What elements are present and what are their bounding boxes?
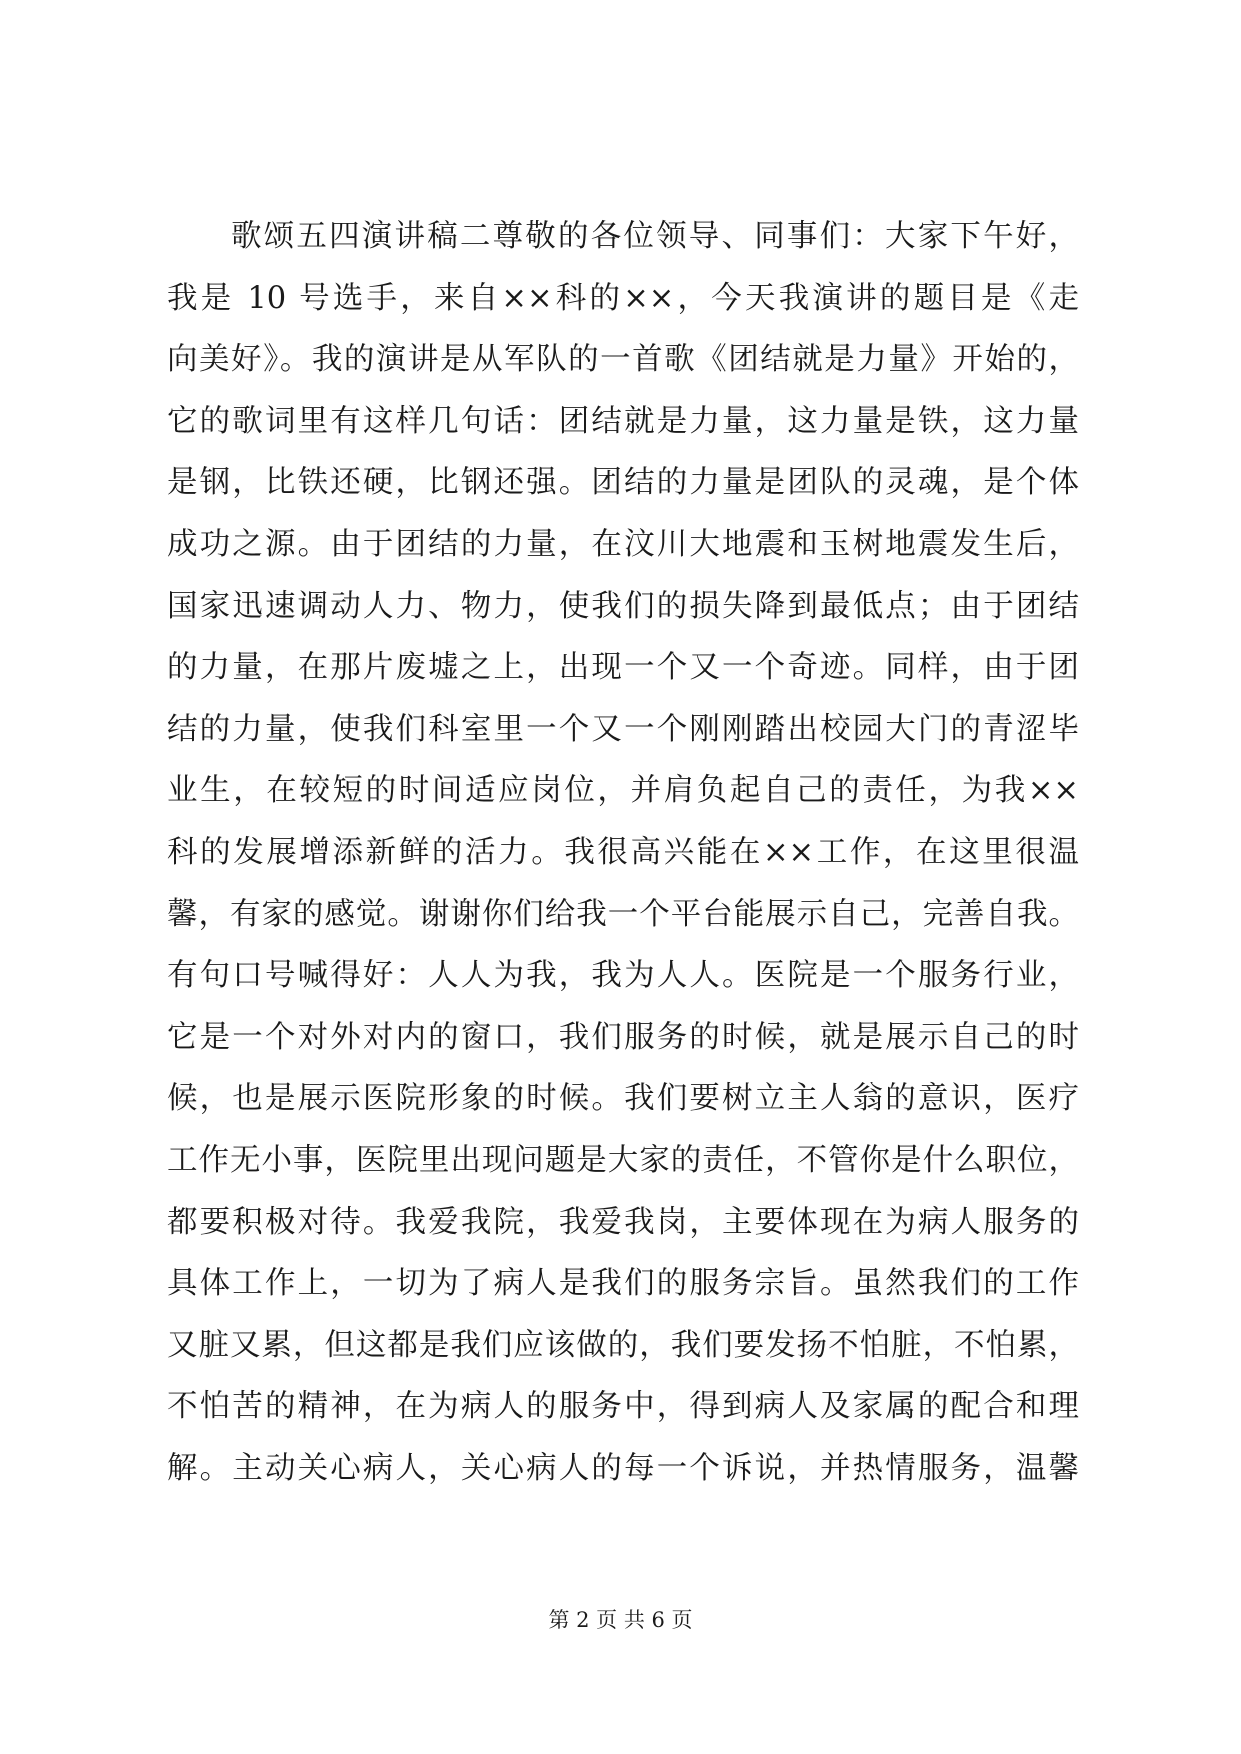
- text-line: 不怕苦的精神，在为病人的服务中，得到病人及家属的配合和理: [167, 1389, 1079, 1425]
- text-line: 成功之源。由于团结的力量，在汶川大地震和玉树地震发生后，: [167, 526, 1079, 562]
- text-line: 它是一个对外对内的窗口，我们服务的时候，就是展示自己的时: [167, 1019, 1079, 1055]
- text-line: 又脏又累，但这都是我们应该做的，我们要发扬不怕脏，不怕累，: [167, 1327, 1079, 1363]
- text-line: 业生，在较短的时间适应岗位，并肩负起自己的责任，为我××: [167, 773, 1079, 809]
- text-line: 我是 10 号选手，来自××科的××，今天我演讲的题目是《走: [167, 280, 1079, 316]
- text-line: 解。主动关心病人，关心病人的每一个诉说，并热情服务，温馨: [167, 1450, 1079, 1486]
- page-number-footer: 第 2 页 共 6 页: [548, 1608, 693, 1632]
- text-line: 向美好》。我的演讲是从军队的一首歌《团结就是力量》开始的，: [167, 342, 1079, 378]
- text-line: 是钢，比铁还硬，比钢还强。团结的力量是团队的灵魂，是个体: [167, 465, 1079, 501]
- body-text: [167, 206, 1079, 1499]
- text-line: 具体工作上，一切为了病人是我们的服务宗旨。虽然我们的工作: [167, 1266, 1079, 1302]
- text-line: 国家迅速调动人力、物力，使我们的损失降到最低点；由于团结: [167, 588, 1079, 624]
- text-line: 有句口号喊得好：人人为我，我为人人。医院是一个服务行业，: [167, 958, 1079, 994]
- text-line: 都要积极对待。我爱我院，我爱我岗，主要体现在为病人服务的: [167, 1204, 1079, 1240]
- text-line: 的力量，在那片废墟之上，出现一个又一个奇迹。同样，由于团: [167, 650, 1079, 686]
- text-line: 馨，有家的感觉。谢谢你们给我一个平台能展示自己，完善自我。: [167, 896, 1079, 932]
- text-line: 候，也是展示医院形象的时候。我们要树立主人翁的意识，医疗: [167, 1081, 1079, 1117]
- text-line: 科的发展增添新鲜的活力。我很高兴能在××工作，在这里很温: [167, 834, 1079, 870]
- text-line: 歌颂五四演讲稿二尊敬的各位领导、同事们：大家下午好，: [231, 219, 1079, 254]
- text-line: 结的力量，使我们科室里一个又一个刚刚踏出校园大门的青涩毕: [167, 711, 1079, 747]
- text-line: 工作无小事，医院里出现问题是大家的责任，不管你是什么职位，: [167, 1142, 1079, 1178]
- text-line: 它的歌词里有这样几句话：团结就是力量，这力量是铁，这力量: [167, 403, 1079, 439]
